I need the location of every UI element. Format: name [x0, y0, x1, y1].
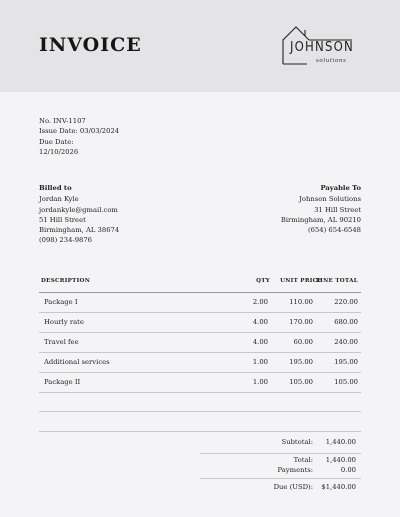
amount-due-row: [200, 483, 361, 493]
header-qty: QTY: [256, 278, 270, 284]
row-description: Hourly rate: [44, 318, 84, 326]
row-line-total: 680.00: [334, 318, 358, 326]
logo-subtitle: solutions: [316, 58, 347, 64]
subtotal-label: Subtotal:: [281, 438, 313, 446]
vendor-name: Johnson Solutions: [299, 195, 361, 204]
client-name: Jordan Kyle: [39, 195, 79, 204]
header-line-total: LINE TOTAL: [315, 278, 358, 284]
header-unit-price: UNIT PRICE: [280, 278, 322, 284]
total-value: 1,440.00: [325, 456, 356, 464]
logo-name: JOHNSON: [290, 40, 354, 55]
due-date-value: 12/10/2026: [39, 147, 79, 156]
row-qty: 1.00: [252, 378, 268, 386]
row-unit-price: 60.00: [293, 338, 313, 346]
table-row: [39, 373, 361, 393]
row-qty: 4.00: [252, 338, 268, 346]
row-line-total: 105.00: [334, 378, 358, 386]
subtotal-row: [200, 438, 361, 453]
total-label: Total:: [293, 456, 313, 464]
row-unit-price: 170.00: [289, 318, 313, 326]
billed-to-heading: Billed to: [39, 184, 72, 192]
line-items-table: [39, 276, 361, 393]
payments-row: [200, 466, 361, 478]
row-qty: 2.00: [252, 298, 268, 306]
row-line-total: 195.00: [334, 358, 358, 366]
invoice-title: INVOICE: [39, 34, 142, 56]
divider: [39, 411, 361, 412]
row-description: Package II: [44, 378, 81, 386]
table-row: [39, 353, 361, 373]
client-street: 51 Hill Street: [39, 215, 86, 224]
totals-block: [200, 438, 361, 493]
client-phone: (098) 234-9876: [39, 236, 93, 245]
table-row: [39, 293, 361, 313]
row-description: Package I: [44, 298, 78, 306]
table-header: [39, 276, 361, 293]
row-unit-price: 195.00: [289, 358, 313, 366]
row-qty: 4.00: [252, 318, 268, 326]
row-unit-price: 110.00: [289, 298, 313, 306]
row-line-total: 220.00: [334, 298, 358, 306]
payable-to-heading: Payable To: [320, 184, 361, 192]
row-qty: 1.00: [252, 358, 268, 366]
divider: [200, 478, 361, 479]
client-city: Birmingham, AL 38674: [39, 226, 120, 235]
row-unit-price: 105.00: [289, 378, 313, 386]
header-description: DESCRIPTION: [41, 278, 91, 284]
due-date-label: Due Date:: [39, 137, 74, 146]
amount-due-label: Due (USD):: [273, 483, 313, 491]
payments-label: Payments:: [277, 466, 313, 474]
divider: [200, 453, 361, 454]
payable-to-block: [281, 183, 361, 235]
row-description: Travel fee: [44, 338, 79, 346]
vendor-street: 31 Hill Street: [314, 205, 361, 214]
table-row: [39, 313, 361, 333]
subtotal-value: 1,440.00: [325, 438, 356, 446]
row-line-total: 240.00: [334, 338, 358, 346]
billed-to-block: [39, 183, 119, 246]
invoice-number: No. INV-1107: [39, 117, 86, 125]
vendor-phone: (654) 654-6548: [307, 226, 361, 235]
table-row: [39, 333, 361, 353]
vendor-city: Birmingham, AL 90210: [280, 215, 361, 224]
divider: [39, 431, 361, 432]
amount-due-value: $1,440.00: [321, 483, 356, 491]
total-row: [200, 456, 361, 466]
client-email: jordankyle@gmail.com: [39, 205, 118, 214]
invoice-meta: [39, 116, 119, 157]
row-description: Additional services: [44, 358, 110, 366]
payments-value: 0.00: [340, 466, 356, 474]
issue-date: Issue Date: 03/03/2024: [39, 127, 120, 136]
company-logo: [281, 26, 357, 68]
